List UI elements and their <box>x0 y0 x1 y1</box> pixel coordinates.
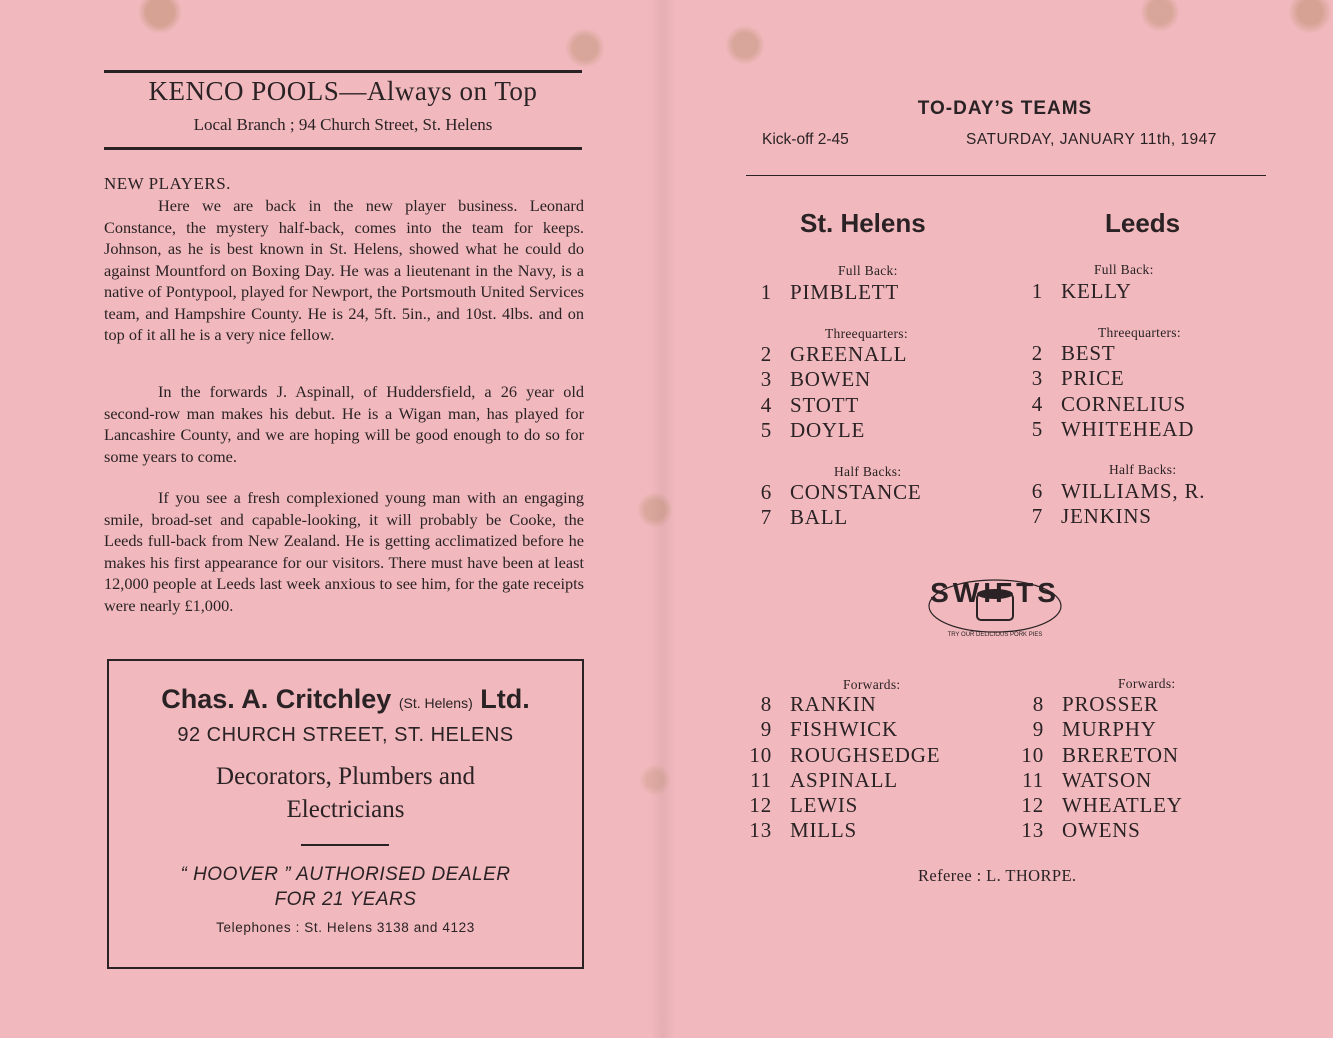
new-players-paragraph-1: Here we are back in the new player business. Leonard Constance, the mystery half-back, comes into the team for keeps. Johnson, as he is best known in St. Helens, showed what he could do against Mountford on Boxing Day. He was a lieutenant in the Navy, is a native of Pontypool, played for Newport, the Portsmouth United Services team, and Hampshire County. He is 24, 5ft. 5in., and 10st. 4lbs. and on top of it all he is a very nice fellow. <box>104 196 584 344</box>
player-row <box>1020 717 1183 742</box>
player-name: FISHWICK <box>790 717 898 742</box>
player-number: 4 <box>760 392 772 417</box>
player-number: 6 <box>760 480 772 504</box>
player-number: 3 <box>1031 366 1043 391</box>
player-name: JENKINS <box>1061 504 1152 529</box>
player-row <box>752 280 899 305</box>
home-full-back-list <box>752 280 899 305</box>
player-name: ASPINALL <box>790 767 898 792</box>
home-threequarters-list <box>752 342 907 443</box>
critchley-name: Chas. A. Critchley (St. Helens) Ltd. <box>161 684 530 714</box>
player-name: OWENS <box>1062 818 1141 843</box>
player-name: BRERETON <box>1062 742 1179 767</box>
player-name: PROSSER <box>1062 692 1159 716</box>
player-number: 1 <box>1031 279 1043 303</box>
player-number: 9 <box>1032 717 1044 742</box>
player-number: 5 <box>1031 416 1043 441</box>
player-name: WILLIAMS, R. <box>1061 479 1206 503</box>
player-name: WHEATLEY <box>1062 793 1183 818</box>
away-half-backs-list <box>1027 479 1205 530</box>
new-players-paragraph-3: If you see a fresh complexioned young man with an engaging smile, broad-set and capable-looking, it will probably be Cooke, the Leeds full-back from New Zealand. He is getting acclimatized before he makes his first appearance for our visitors. There must have been at least 12,000 people at Leeds last week anxious to see him, for the gate receipts were nearly £1,000. <box>104 488 584 615</box>
critchley-telephones: Telephones : St. Helens 3138 and 4123 <box>216 920 475 935</box>
player-name: DOYLE <box>790 417 866 442</box>
kickoff-time: Kick-off 2-45 <box>762 131 849 148</box>
critchley-hoover-dealer: “ HOOVER ” AUTHORISED DEALER FOR 21 YEARS <box>180 864 511 910</box>
player-name: ROUGHSEDGE <box>790 742 941 767</box>
swifts-tagline-text: TRY OUR DELICIOUS PORK PIES <box>947 632 1043 638</box>
player-number: 2 <box>760 342 772 366</box>
match-date: SATURDAY, JANUARY 11th, 1947 <box>966 131 1217 148</box>
player-number: 10 <box>749 742 772 767</box>
kenco-subtitle: Local Branch ; 94 Church Street, St. Helens <box>193 115 493 134</box>
player-row <box>1020 768 1183 793</box>
home-forwards-label: Forwards: <box>843 677 901 692</box>
player-number: 10 <box>1021 742 1044 767</box>
away-team-name: Leeds <box>1105 208 1181 238</box>
player-row <box>752 505 922 530</box>
player-name: MILLS <box>790 818 857 843</box>
swifts-pork-pies-logo <box>925 576 1065 646</box>
player-row <box>746 717 940 742</box>
player-name: STOTT <box>790 392 859 417</box>
away-full-back-list <box>1027 279 1132 304</box>
referee: Referee : L. THORPE. <box>918 866 1077 885</box>
new-players-heading: NEW PLAYERS. <box>104 174 231 193</box>
player-number: 9 <box>760 717 772 742</box>
player-name: KELLY <box>1061 279 1132 303</box>
player-name: MURPHY <box>1062 717 1157 742</box>
home-forwards-list <box>746 692 940 844</box>
player-number: 11 <box>1022 767 1044 792</box>
away-threequarters-list <box>1027 341 1194 442</box>
player-number: 13 <box>749 818 772 843</box>
player-row <box>1020 743 1183 768</box>
player-name: PRICE <box>1061 366 1125 391</box>
player-number: 13 <box>1021 818 1044 843</box>
player-row <box>1020 818 1183 843</box>
player-number: 11 <box>750 767 772 792</box>
player-name: GREENALL <box>790 342 908 366</box>
player-row <box>746 692 940 717</box>
player-number: 12 <box>749 793 772 818</box>
header-rule <box>746 175 1266 176</box>
player-number: 4 <box>1031 391 1043 416</box>
home-team-name: St. Helens <box>800 208 926 238</box>
player-row <box>1020 793 1183 818</box>
away-full-back-label: Full Back: <box>1094 262 1154 277</box>
player-number: 6 <box>1031 479 1043 503</box>
player-row <box>1020 692 1183 717</box>
swifts-brand-text: SWIFTS <box>930 577 1060 608</box>
player-number: 1 <box>760 280 772 304</box>
critchley-address: 92 CHURCH STREET, ST. HELENS <box>177 724 514 746</box>
player-row <box>746 743 940 768</box>
away-forwards-label: Forwards: <box>1118 676 1176 691</box>
player-row <box>752 480 922 505</box>
player-number: 12 <box>1021 793 1044 818</box>
player-row <box>752 418 907 443</box>
away-half-backs-label: Half Backs: <box>1109 462 1177 477</box>
home-threequarters-label: Threequarters: <box>825 326 908 341</box>
player-row <box>1027 279 1132 304</box>
critchley-divider <box>301 844 389 846</box>
player-number: 7 <box>1031 504 1043 529</box>
player-number: 2 <box>1031 341 1043 365</box>
player-number: 5 <box>760 417 772 442</box>
player-row <box>1027 341 1194 366</box>
home-full-back-label: Full Back: <box>838 263 898 278</box>
player-name: WHITEHEAD <box>1061 416 1195 441</box>
player-name: BOWEN <box>790 367 871 392</box>
player-name: PIMBLETT <box>790 280 900 304</box>
todays-teams-heading: TO-DAY’S TEAMS <box>917 98 1093 119</box>
player-row <box>1027 504 1205 529</box>
player-number: 3 <box>760 367 772 392</box>
kenco-title: KENCO POOLS—Always on Top <box>148 76 538 106</box>
player-row <box>746 818 940 843</box>
player-row <box>1027 479 1205 504</box>
player-row <box>746 793 940 818</box>
home-half-backs-label: Half Backs: <box>834 464 902 479</box>
critchley-trades: Decorators, Plumbers and Electricians <box>216 763 475 823</box>
player-name: CORNELIUS <box>1061 391 1187 416</box>
player-row <box>746 768 940 793</box>
player-row <box>1027 417 1194 442</box>
home-half-backs-list <box>752 480 922 531</box>
player-row <box>752 342 907 367</box>
player-name: BEST <box>1061 341 1116 365</box>
player-name: LEWIS <box>790 793 859 818</box>
player-number: 8 <box>1032 692 1044 716</box>
player-row <box>1027 366 1194 391</box>
player-row <box>1027 392 1194 417</box>
kenco-bottom-rule <box>104 147 582 150</box>
player-name: BALL <box>790 505 849 530</box>
player-row <box>752 393 907 418</box>
player-number: 8 <box>760 692 772 716</box>
away-threequarters-label: Threequarters: <box>1098 325 1181 340</box>
away-forwards-list <box>1020 692 1183 844</box>
new-players-paragraph-2: In the forwards J. Aspinall, of Huddersfield, a 26 year old second-row man makes his debut. He is a Wigan man, has played for Lancashire County, and we are hoping will be good enough to do so for some years to come. <box>104 382 584 466</box>
player-row <box>752 367 907 392</box>
player-name: WATSON <box>1062 767 1152 792</box>
player-name: RANKIN <box>790 692 877 716</box>
player-name: CONSTANCE <box>790 480 922 504</box>
player-number: 7 <box>760 505 772 530</box>
kenco-top-rule <box>104 70 582 73</box>
